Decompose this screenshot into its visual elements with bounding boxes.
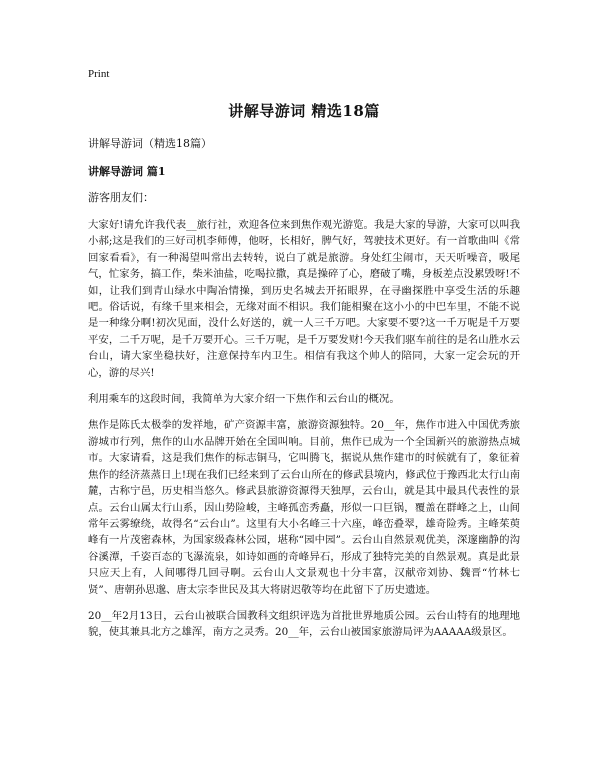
document-title: 讲解导游词 精选18篇: [228, 102, 380, 120]
print-label: Print: [88, 68, 110, 80]
greeting-line: 游客朋友们：: [88, 191, 154, 204]
document-subtitle: 讲解导游词（精选18篇）: [88, 137, 212, 150]
paragraph-intro: 利用乘车的这段时间，我简单为大家介绍一下焦作和云台山的概况。: [88, 393, 400, 406]
paragraph-jiaozuo: 焦作是陈氏太极拳的发祥地，矿产资源丰富，旅游资源独特。20__年，焦作市进入中国优秀旅游城市行列，焦作的山水品牌开始在全国叫响。目前，焦作已成为一个全国新兴的旅游热点城市。大家请看，这是我们焦作的标志铜马，它叫腾飞，据说从焦作建市的时候就有了，象征着焦作的经济蒸蒸日上!现在我们已经来到了云台山所在的修武县境内，修武位于豫西北太行山南麓，古称宁邑，历史相当悠久。修武县旅游资源得天独厚，云台山，就是其中最具代表性的景点。云台山属太行山系，因山势险峻，主峰孤峦秀矗，形似一口巨锅，覆盖在群峰之上，山间常年云雾缭绕，故得名“云台山”。这里有大小名峰三十六座，峰峦叠翠，雄奇险秀。主峰茱萸峰有一片茂密森林，为国家级森林公园，堪称“园中园”。云台山自然景观优美，深邃幽静的沟谷溪潭，千姿百态的飞瀑流泉，如诗如画的奇峰异石，形成了独特完美的自然景观。真是此景只应天上有，人间哪得几回寻啊。云台山人文景观也十分丰富，汉献帝刘协、魏晋“竹林七贤”、唐朝孙思邈、唐太宗李世民及其大将尉迟敬等均在此留下了历史遗迹。: [88, 419, 520, 596]
section-heading: 讲解导游词 篇1: [88, 165, 166, 178]
paragraph-welcome: 大家好!请允许我代表__旅行社，欢迎各位来到焦作观光游览。我是大家的导游，大家可以叫我小郝;这是我们的三好司机李师傅，他呀，长相好，脾气好，驾驶技术更好。有一首歌曲叫《常回家看看》，有一种渴望叫常出去转转，说白了就是旅游。身处红尘闹市，天天听噪音，吸尾气，忙家务，搞工作，柴米油盐，吃喝拉撒，真是操碎了心，磨破了嘴，身板差点没累毁呀!不如，让我们到青山绿水中陶冶情操，到历史名城去开拓眼界，在寻幽探胜中享受生活的乐趣吧。俗话说，有缘千里来相会，无缘对面不相识。我们能相聚在这小小的中巴车里，不能不说是一种缘分啊!初次见面，没什么好送的，就一人三千万吧。大家要不要?这一千万呢是千万要平安，二千万呢，是千万要开心。三千万呢，是千万要发财!今天我们驱车前往的是名山胜水云台山，请大家坐稳扶好，注意保持车内卫生。相信有我这个帅人的陪同，大家一定会玩的开心，游的尽兴!: [88, 219, 520, 379]
document-page: [88, 68, 520, 651]
paragraph-geopark: 20__年2月13日，云台山被联合国教科文组织评选为首批世界地质公园。云台山特有的地理地貌，使其兼具北方之雄浑，南方之灵秀。20__年，云台山被国家旅游局评为AAAAA级景区。: [88, 609, 520, 639]
